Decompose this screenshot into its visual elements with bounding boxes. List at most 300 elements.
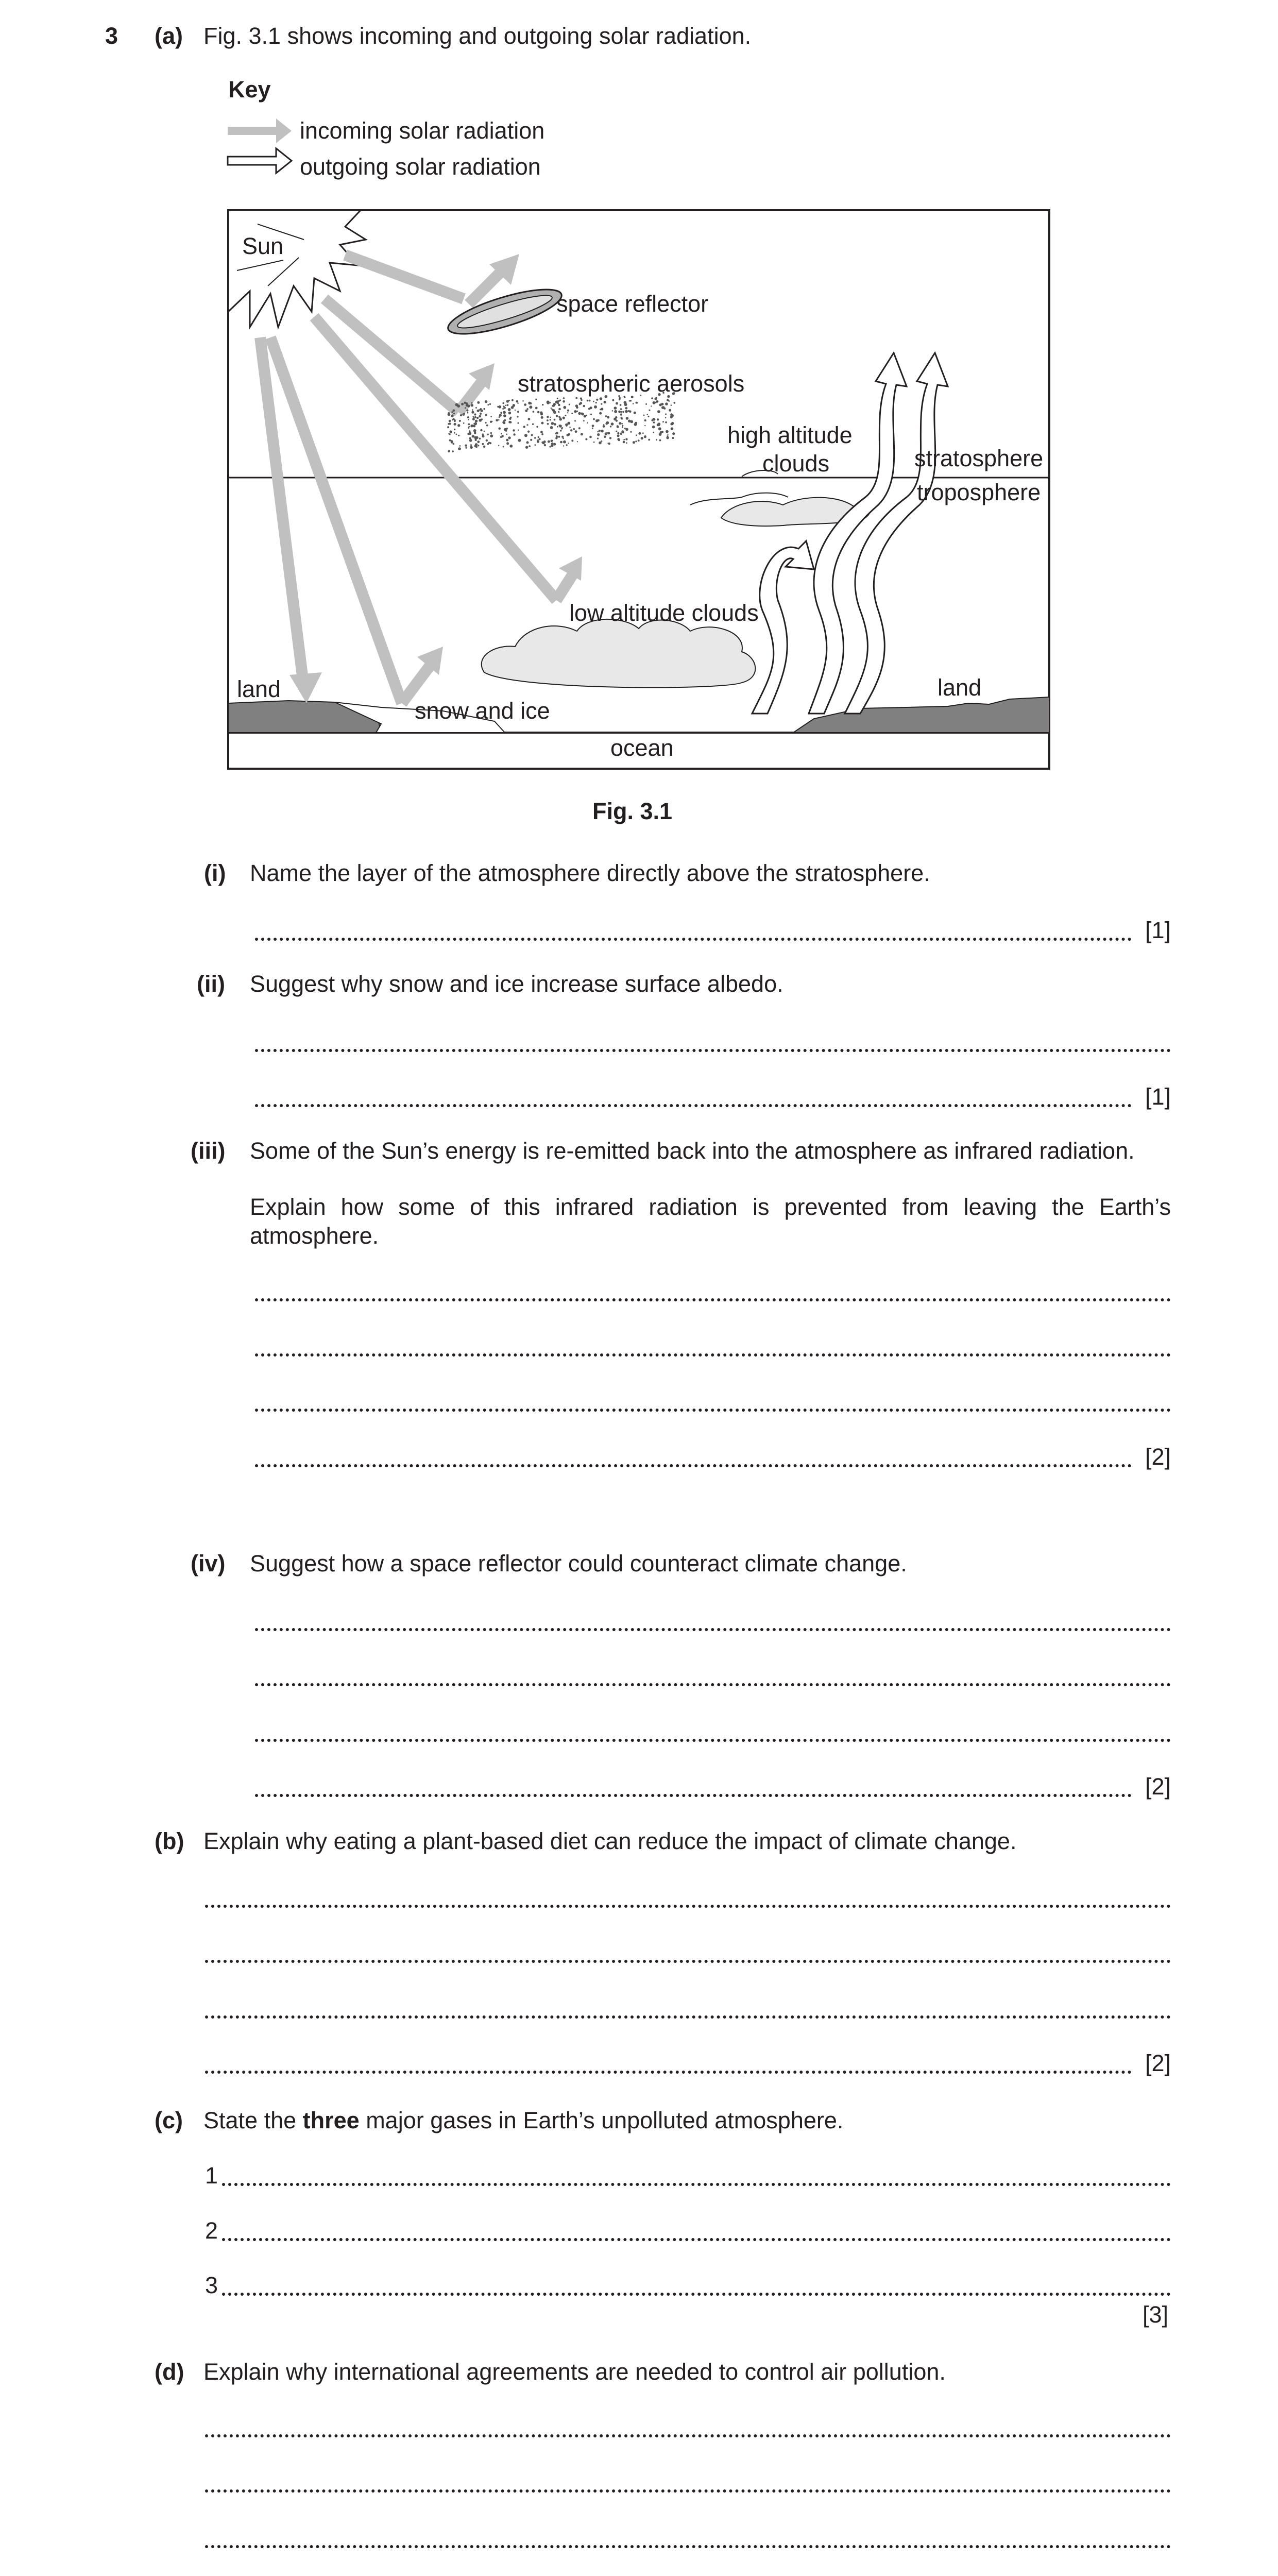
aerosol-dot [508, 421, 511, 423]
answer-line-a-i[interactable] [255, 916, 1171, 945]
aerosol-dot [634, 423, 637, 426]
label-space-reflector: space reflector [556, 291, 709, 317]
aerosol-dot [592, 428, 593, 429]
aerosol-dot [580, 397, 582, 399]
aerosol-dot [547, 419, 549, 421]
answer-line-a-iii-3[interactable] [255, 1387, 1171, 1416]
aerosol-dot [482, 435, 485, 437]
aerosol-dot [568, 443, 569, 444]
aerosol-dot [487, 443, 489, 445]
aerosol-dot [468, 419, 469, 420]
aerosol-dot [563, 440, 566, 444]
aerosol-dot [630, 431, 632, 433]
aerosol-dot [595, 402, 597, 403]
incoming-arrow-icon [228, 118, 292, 143]
aerosol-dot [513, 429, 515, 431]
aerosol-dot [625, 428, 628, 431]
aerosol-dot [470, 444, 472, 446]
aerosol-dot [503, 422, 506, 425]
part-b-label: (b) [155, 1828, 184, 1854]
aerosol-dot [471, 404, 473, 406]
aerosol-dot [479, 438, 481, 440]
aerosol-dot [648, 439, 650, 441]
answer-line-c-1[interactable] [205, 2161, 1171, 2190]
aerosol-dot [605, 415, 607, 417]
aerosol-dot [575, 397, 577, 399]
aerosol-dot [563, 406, 566, 409]
part-a-i-label: (i) [204, 860, 226, 886]
aerosol-dot [477, 440, 480, 443]
aerosol-dot [472, 409, 473, 411]
aerosol-dot [614, 406, 617, 410]
aerosol-dot [649, 410, 650, 411]
aerosol-dot [469, 430, 471, 432]
aerosol-dot [524, 434, 527, 437]
aerosol-dot [448, 450, 450, 453]
aerosol-dot [540, 413, 543, 415]
part-c-text [203, 2106, 843, 2135]
aerosol-dot [508, 436, 510, 439]
aerosol-dot [592, 425, 594, 427]
part-a-i-text: Name the layer of the atmosphere directly above the stratosphere. [250, 860, 930, 886]
aerosol-dot [644, 435, 646, 438]
aerosol-dot [482, 443, 484, 445]
aerosol-dot [638, 432, 641, 435]
answer-line-b-3[interactable] [205, 1994, 1171, 2023]
aerosol-dot [464, 402, 466, 404]
aerosol-dot [641, 437, 643, 439]
aerosol-dot [558, 436, 560, 438]
aerosol-dot [563, 445, 564, 446]
aerosol-dot [503, 414, 506, 417]
aerosol-dot [475, 407, 477, 409]
aerosol-dot [578, 427, 581, 429]
aerosol-dot [672, 432, 675, 435]
aerosol-dot [484, 431, 485, 432]
aerosol-dot [653, 432, 655, 433]
aerosol-dot [489, 442, 491, 444]
aerosol-dot [449, 433, 451, 435]
aerosol-dot [475, 443, 478, 446]
aerosol-dot [547, 423, 549, 425]
aerosol-dot [485, 400, 487, 403]
aerosol-dot [451, 441, 453, 444]
aerosol-dot [556, 432, 558, 434]
aerosol-dot [458, 435, 459, 436]
answer-line-b-2[interactable] [205, 1938, 1171, 1967]
aerosol-dot [619, 399, 621, 401]
aerosol-dot [453, 410, 455, 412]
answer-line-a-ii-1[interactable] [255, 1027, 1171, 1056]
aerosol-dot [633, 403, 634, 404]
aerosol-dot [517, 402, 519, 404]
aerosol-dot [479, 409, 481, 411]
aerosol-dot [452, 443, 454, 445]
aerosol-dot [657, 410, 660, 413]
aerosol-dot [656, 400, 659, 403]
aerosol-dot [452, 419, 453, 420]
aerosol-dot [542, 442, 545, 444]
aerosol-dot [571, 439, 573, 442]
marks-a-iv: [2] [1145, 1773, 1171, 1800]
aerosol-dot [535, 407, 538, 410]
aerosol-dot [558, 416, 560, 418]
marks-a-i: [1] [1145, 917, 1171, 943]
aerosol-dot [522, 400, 524, 402]
part-c-label: (c) [155, 2107, 183, 2133]
aerosol-dot [486, 439, 488, 442]
aerosol-dot [620, 408, 622, 410]
key-arrows [227, 113, 299, 175]
aerosol-dot [548, 440, 550, 443]
aerosol-dot [483, 408, 485, 410]
aerosol-dot [587, 400, 589, 402]
aerosol-dot [451, 411, 453, 413]
aerosol-dot [623, 442, 625, 444]
aerosol-dot [504, 407, 506, 409]
aerosol-dot [451, 414, 454, 417]
aerosol-dot [518, 429, 519, 431]
aerosol-dot [638, 439, 640, 442]
aerosol-dot [619, 422, 621, 425]
aerosol-dot [476, 417, 479, 419]
part-d-label: (d) [155, 2359, 184, 2385]
aerosol-dot [499, 416, 500, 418]
aerosol-dot [589, 400, 591, 402]
aerosol-dot [574, 410, 576, 413]
aerosol-dot [635, 440, 637, 442]
aerosol-dot [586, 415, 587, 416]
aerosol-dot [612, 399, 614, 401]
aerosol-dot [665, 417, 667, 419]
aerosol-dot [558, 412, 560, 413]
aerosol-dot [490, 432, 492, 434]
aerosol-dot [486, 425, 488, 427]
aerosol-dot [506, 428, 508, 430]
aerosol-dot [465, 407, 466, 409]
aerosol-dot [473, 429, 476, 432]
aerosol-dot [569, 427, 571, 428]
aerosol-dot [467, 416, 469, 418]
aerosol-dot [550, 417, 551, 418]
aerosol-dot [525, 410, 527, 412]
aerosol-dot [508, 400, 510, 401]
aerosol-dot [605, 422, 608, 425]
aerosol-dot [471, 402, 473, 404]
marks-c: [3] [1143, 2301, 1169, 2328]
part-a-ii-label: (ii) [197, 971, 225, 997]
aerosol-dot [508, 412, 512, 415]
aerosol-dot [532, 423, 534, 425]
aerosol-dot [502, 408, 504, 410]
aerosol-dot [612, 410, 614, 412]
aerosol-dot [485, 414, 487, 416]
aerosol-dot [469, 439, 472, 442]
part-a-ii-text: Suggest why snow and ice increase surface albedo. [250, 971, 783, 997]
aerosol-dot [528, 418, 531, 420]
aerosol-dot [498, 419, 500, 421]
aerosol-dot [571, 413, 573, 414]
answer-line-c-3[interactable] [205, 2271, 1171, 2300]
aerosol-dot [457, 424, 460, 427]
aerosol-dot [563, 437, 564, 439]
aerosol-dot [550, 426, 553, 429]
aerosol-dot [643, 415, 645, 416]
aerosol-dot [597, 431, 599, 433]
aerosol-dot [454, 420, 456, 422]
aerosol-dot [468, 426, 470, 428]
aerosol-dot [658, 427, 661, 430]
aerosol-dot [452, 450, 454, 452]
answer-line-d-1[interactable] [205, 2413, 1171, 2442]
aerosol-dot [645, 403, 647, 405]
aerosol-dot [525, 446, 528, 449]
aerosol-dot [460, 414, 462, 416]
aerosol-dot [447, 426, 449, 428]
aerosol-dot [539, 438, 541, 440]
aerosol-dot [557, 398, 558, 399]
aerosol-dot [653, 421, 655, 423]
aerosol-dot [637, 402, 638, 403]
answer-line-b-1[interactable] [205, 1883, 1171, 1912]
aerosol-dot [630, 400, 632, 402]
answer-line-b-4[interactable] [205, 2049, 1171, 2078]
aerosol-dot [621, 423, 623, 425]
aerosol-dot [670, 414, 671, 415]
aerosol-dot [517, 416, 518, 417]
answer-line-a-iv-4[interactable] [255, 1772, 1171, 1801]
part-c-text-bold: three [302, 2107, 360, 2133]
aerosol-dot [529, 445, 531, 447]
answer-line-a-iv-2[interactable] [255, 1662, 1171, 1690]
aerosol-dot [474, 416, 476, 418]
aerosol-dot [634, 412, 636, 414]
aerosol-dot [480, 413, 482, 415]
aerosol-dot [448, 413, 451, 416]
aerosol-dot [582, 413, 584, 415]
aerosol-dot [671, 404, 672, 406]
aerosol-dot [524, 403, 526, 406]
aerosol-dot [651, 397, 653, 399]
aerosol-dot [523, 426, 525, 428]
aerosol-dot [553, 404, 555, 407]
aerosol-dot [575, 430, 577, 433]
aerosol-dot [601, 408, 603, 410]
aerosol-dot [454, 432, 455, 434]
aerosol-dot [644, 425, 645, 426]
aerosol-dot [491, 421, 493, 422]
aerosol-dot [515, 410, 516, 411]
aerosol-dot [597, 438, 599, 439]
aerosol-dot [567, 410, 569, 412]
aerosol-dot [633, 441, 635, 444]
aerosol-dot [489, 403, 491, 405]
aerosol-dot [617, 438, 620, 440]
aerosol-dot [578, 412, 581, 415]
aerosol-dot [556, 415, 558, 417]
aerosol-dot [530, 439, 532, 441]
aerosol-dot [577, 441, 578, 442]
aerosol-dot [449, 430, 452, 433]
aerosol-dot [457, 404, 460, 408]
aerosol-dot [608, 443, 610, 445]
aerosol-dot [558, 404, 560, 406]
aerosol-dot [561, 427, 563, 429]
aerosol-dot [566, 444, 568, 446]
answer-line-c-2[interactable] [205, 2216, 1171, 2245]
aerosol-dot [622, 411, 624, 413]
aerosol-dot [665, 402, 668, 405]
answer-line-d-3[interactable] [205, 2523, 1171, 2552]
aerosol-dot [480, 429, 482, 431]
aerosol-dot [474, 413, 476, 415]
answer-line-a-iii-2[interactable] [255, 1332, 1171, 1361]
aerosol-dot [601, 440, 602, 442]
aerosol-dot [517, 411, 519, 413]
aerosol-dot [463, 413, 465, 416]
part-a-iv-label: (iv) [191, 1550, 226, 1577]
aerosol-dot [508, 408, 511, 411]
aerosol-dot [550, 419, 551, 420]
aerosol-dot [560, 441, 563, 444]
aerosol-dot [628, 420, 631, 423]
aerosol-dot [529, 405, 532, 409]
aerosol-dot [470, 446, 473, 449]
aerosol-dot [616, 402, 618, 405]
aerosol-dot [557, 426, 558, 428]
aerosol-dot [490, 416, 492, 417]
aerosol-dot [473, 425, 475, 428]
aerosol-dot [569, 403, 570, 405]
aerosol-dot [478, 445, 479, 446]
aerosol-dot [551, 443, 554, 445]
aerosol-dot [454, 423, 456, 426]
aerosol-dot [651, 405, 652, 406]
aerosol-dot [468, 423, 470, 426]
aerosol-dot [626, 442, 627, 444]
aerosol-dot [661, 403, 663, 405]
item-number-3: 3 [205, 2272, 218, 2298]
aerosol-dot [503, 420, 505, 422]
aerosol-dot [482, 433, 484, 435]
aerosol-dot [601, 403, 602, 405]
aerosol-dot [496, 419, 498, 421]
aerosol-dot [622, 427, 623, 428]
aerosol-dot [485, 422, 487, 423]
part-d-text: Explain why international agreements are needed to control air pollution. [203, 2359, 946, 2385]
item-number-1: 1 [205, 2162, 218, 2189]
label-ocean: ocean [610, 735, 674, 761]
aerosol-dot [575, 404, 578, 407]
aerosol-dot [553, 411, 556, 414]
aerosol-dot [644, 419, 646, 421]
aerosol-dot [653, 418, 655, 420]
aerosol-dot [670, 423, 673, 426]
aerosol-dot [604, 435, 606, 438]
aerosol-dot [448, 423, 450, 425]
aerosol-dot [567, 412, 568, 413]
part-c-text-after: major gases in Earth’s unpolluted atmosphere. [359, 2107, 844, 2133]
aerosol-dot [656, 439, 657, 440]
aerosol-dot [554, 419, 556, 421]
aerosol-dot [593, 442, 595, 443]
aerosol-dot [477, 401, 480, 404]
aerosol-dot [544, 442, 546, 443]
answer-line-a-iv-3[interactable] [255, 1717, 1171, 1746]
solar-radiation-diagram [227, 209, 1051, 770]
aerosol-dot [623, 432, 624, 433]
aerosol-dot [614, 418, 617, 421]
item-number-2: 2 [205, 2217, 218, 2244]
aerosol-dot [449, 420, 451, 422]
answer-line-a-iii-1[interactable] [255, 1277, 1171, 1306]
aerosol-dot [561, 436, 564, 438]
aerosol-dot [599, 430, 601, 432]
aerosol-dot [560, 430, 561, 431]
aerosol-dot [536, 426, 538, 428]
aerosol-dot [503, 411, 506, 414]
aerosol-dot [665, 413, 667, 415]
key-outgoing-label: outgoing solar radiation [300, 154, 541, 180]
aerosol-dot [537, 411, 540, 414]
aerosol-dot [599, 412, 602, 415]
aerosol-dot [516, 400, 519, 403]
aerosol-dot [527, 431, 530, 433]
aerosol-dot [458, 447, 461, 450]
aerosol-dot [552, 440, 553, 442]
key-incoming-label: incoming solar radiation [300, 117, 545, 144]
aerosol-dot [605, 432, 608, 435]
aerosol-dot [456, 434, 457, 435]
aerosol-dot [481, 418, 483, 420]
aerosol-dot [472, 418, 475, 420]
outgoing-arrow-icon [228, 148, 292, 173]
aerosol-dot [625, 410, 628, 413]
label-high-clouds-2: clouds [762, 450, 830, 477]
label-high-clouds-1: high altitude [727, 422, 853, 448]
aerosol-dot [483, 446, 486, 448]
aerosol-dot [567, 434, 569, 436]
aerosol-dot [625, 438, 627, 440]
answer-line-a-ii-2[interactable] [255, 1082, 1171, 1111]
aerosol-dot [611, 422, 614, 426]
aerosol-dot [541, 433, 543, 435]
answer-line-d-2[interactable] [205, 2468, 1171, 2497]
aerosol-dot [646, 414, 648, 415]
aerosol-dot [583, 405, 585, 407]
aerosol-dot [474, 439, 476, 441]
aerosol-dot [453, 413, 455, 414]
aerosol-dot [501, 435, 504, 437]
aerosol-dot [583, 420, 585, 421]
aerosol-dot [579, 403, 581, 405]
aerosol-dot [581, 434, 582, 435]
part-a-intro: Fig. 3.1 shows incoming and outgoing solar radiation. [203, 23, 752, 49]
aerosol-dot [474, 432, 476, 434]
aerosol-dot [620, 417, 622, 419]
aerosol-dot [501, 433, 502, 434]
aerosol-dot [506, 442, 509, 445]
aerosol-dot [506, 404, 508, 406]
answer-line-a-iv-1[interactable] [255, 1606, 1171, 1635]
answer-line-a-iii-4[interactable] [255, 1443, 1171, 1471]
aerosol-dot [461, 403, 464, 405]
aerosol-dot [540, 431, 543, 433]
aerosol-dot [570, 429, 572, 431]
aerosol-dot [475, 446, 478, 448]
aerosol-dot [596, 399, 598, 401]
aerosol-dot [541, 422, 543, 425]
